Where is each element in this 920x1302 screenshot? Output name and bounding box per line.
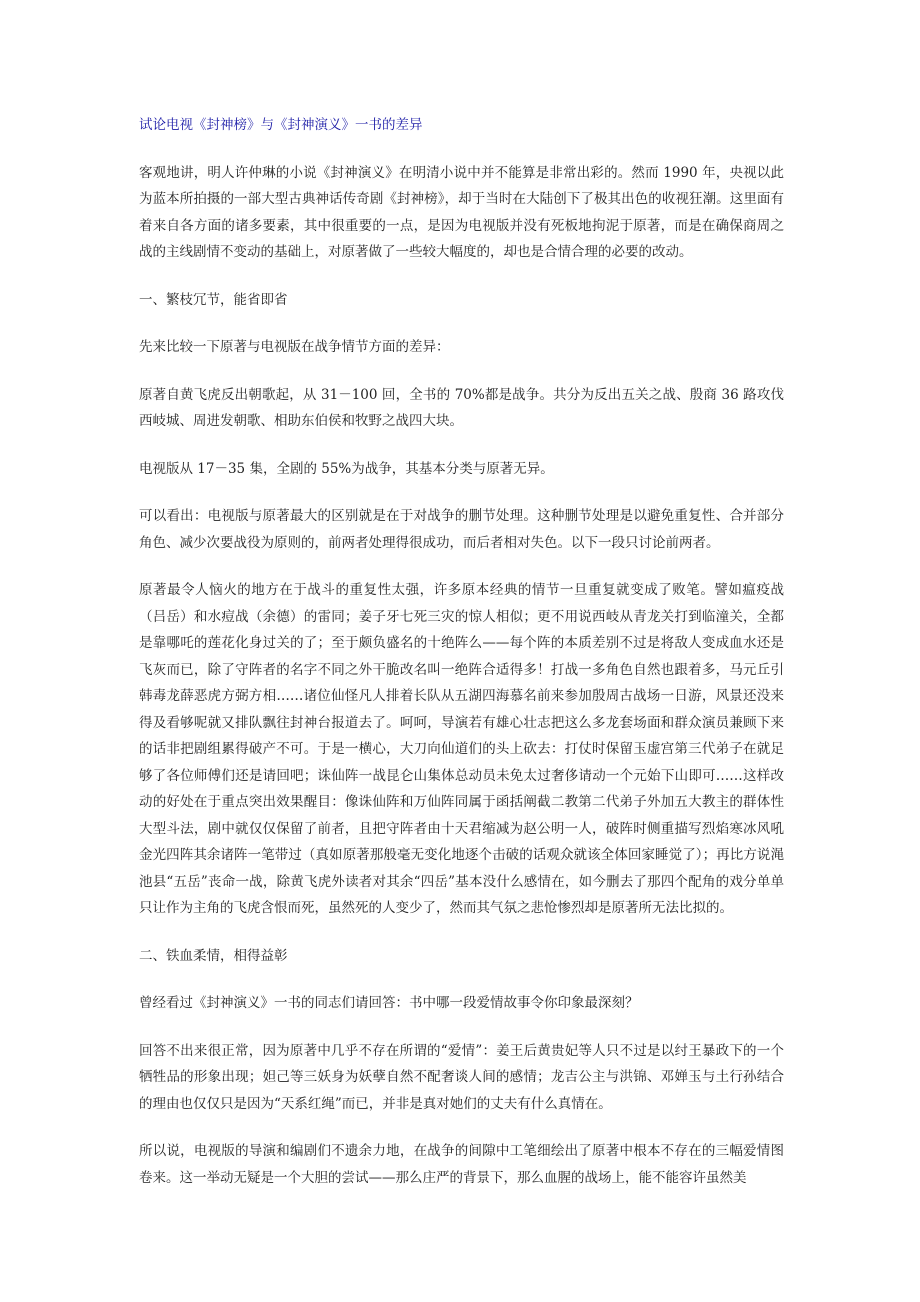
paragraph: 原著最令人恼火的地方在于战斗的重复性太强，许多原本经典的情节一旦重复就变成了败笔。譬如瘟疫战（吕岳）和水痘战（余德）的雷同；姜子牙七死三灾的惊人相似；更不用说西岐从青龙关打到临潼关，全都是靠哪吒的莲花化身过关的了；至于颇负盛名的十绝阵么——每个阵的本质差别不过是将敌人变成血水还是飞灰而已，除了守阵者的名字不同之外干脆改名叫一绝阵合适得多！打战一多角色自然也跟着多，马元丘引韩毒龙薛恶虎方弼方相……诸位仙怪凡人排着长队从五湖四海慕名前来参加殷周古战场一日游，风景还没来得及看够呢就又排队飘往封神台报道去了。呵呵，导演若有雄心壮志把这么多龙套场面和群众演员兼顾下来的话非把剧组累得破产不可。于是一横心，大刀向仙道们的头上砍去：打仗时保留玉虚宫第三代弟子在就足够了各位师傅们还是请回吧；诛仙阵一战昆仑山集体总动员未免太过奢侈请动一个元始下山即可……这样改动的好处在于重点突出效果醒目：像诛仙阵和万仙阵同属于函括阐截二教第二代弟子外加五大教主的群体性大型斗法，剧中就仅仅保留了前者，且把守阵者由十天君缩减为赵公明一人，破阵时侧重描写烈焰寒冰风吼金光四阵其余诸阵一笔带过（真如原著那般毫无变化地逐个击破的话观众就该全体回家睡觉了）；再比方说渑池县“五岳”丧命一战，除黄飞虎外读者对其余“四岳”基本没什么感情在，如今删去了那四个配角的戏分单单只让作为主角的飞虎含恨而死，虽然死的人变少了，然而其气氛之悲怆惨烈却是原著所无法比拟的。 <box>139 582 784 916</box>
paragraph: 电视版从 17－35 集，全剧的 55%为战争，其基本分类与原著无异。 <box>139 460 554 477</box>
paragraph: 所以说，电视版的导演和编剧们不遗余力地，在战争的间隙中工笔细绘出了原著中根本不存在的三幅爱情图卷来。这一举动无疑是一个大胆的尝试——那么庄严的背景下，那么血腥的战场上，能不能容许虽然美 <box>139 1143 784 1186</box>
article-body <box>139 112 784 1212</box>
paragraph: 回答不出来很正常，因为原著中几乎不存在所谓的“爱情”：姜王后黄贵妃等人只不过是以纣王暴政下的一个牺牲品的形象出现；妲己等三妖身为妖孽自然不配奢谈人间的感情；龙吉公主与洪锦、邓婵玉与土行孙结合的理由也仅仅只是因为“天系红绳”而已，并非是真对她们的丈夫有什么真情在。 <box>139 1042 784 1112</box>
paragraph: 先来比较一下原著与电视版在战争情节方面的差异： <box>139 339 450 355</box>
paragraph: 可以看出：电视版与原著最大的区别就是在于对战争的删节处理。这种删节处理是以避免重复性、合并部分角色、减少次要战役为原则的，前两者处理得很成功，而后者相对失色。以下一段只讨论前两者。 <box>139 508 784 551</box>
section-heading-1: 一、繁枝冗节，能省即省 <box>139 291 288 308</box>
paragraph: 原著自黄飞虎反出朝歌起，从 31－100 回，全书的 70%都是战争。共分为反出五关之战、殷商 36 路攻伐西岐城、周进发朝歌、相助东伯侯和牧野之战四大块。 <box>139 386 784 429</box>
intro-paragraph: 客观地讲，明人许仲琳的小说《封神演义》在明清小说中并不能算是非常出彩的。然而 1990 年，央视以此为蓝本所拍摄的一部大型古典神话传奇剧《封神榜》，却于当时在大陆创下了极其出色的收视狂潮。这里面有着来自各方面的诸多要素，其中很重要的一点，是因为电视版并没有死板地拘泥于原著，而是在确保商周之战的主线剧情不变动的基础上，对原著做了一些较大幅度的，却也是合情合理的必要的改动。 <box>139 164 784 260</box>
paragraph: 曾经看过《封神演义》一书的同志们请回答：书中哪一段爱情故事令你印象最深刻？ <box>139 995 639 1011</box>
section-heading-2: 二、铁血柔情，相得益彰 <box>139 947 288 964</box>
article-title: 试论电视《封神榜》与《封神演义》一书的差异 <box>139 117 423 133</box>
